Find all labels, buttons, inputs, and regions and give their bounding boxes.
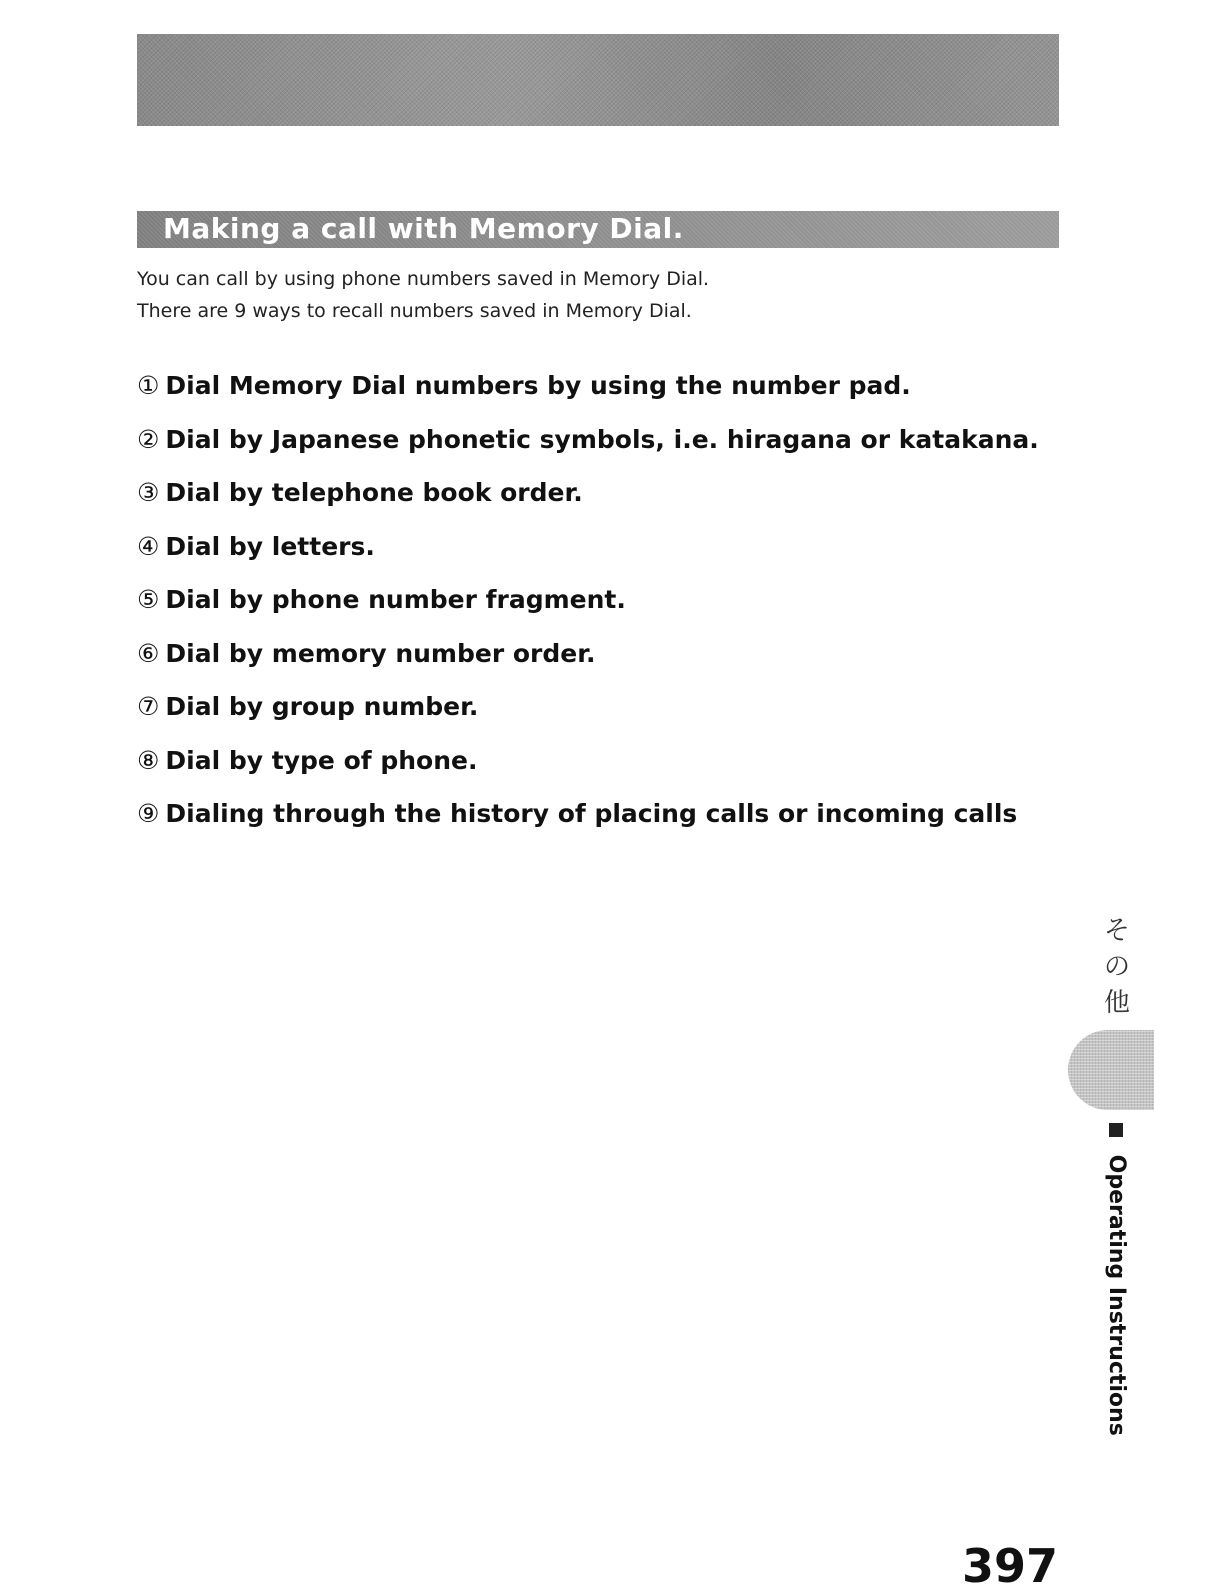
list-item	[137, 792, 1039, 846]
item-text: Dial by type of phone.	[165, 745, 478, 775]
item-text: Dial by phone number fragment.	[165, 585, 626, 614]
side-tab-japanese-label	[1097, 913, 1137, 1021]
side-tab-char: の	[1103, 952, 1130, 982]
list-item	[137, 364, 1039, 418]
top-banner	[137, 34, 1059, 126]
list-item	[137, 739, 1039, 793]
list-item	[137, 418, 1039, 472]
item-number: ⑦	[137, 692, 160, 721]
item-number: ⑧	[137, 745, 160, 775]
item-text: Dial Memory Dial numbers by using the number pad.	[165, 371, 911, 400]
section-header	[137, 211, 1059, 248]
list-item	[137, 525, 1039, 579]
item-text: Dial by telephone book order.	[165, 478, 583, 507]
item-text: Dial by letters.	[165, 531, 375, 561]
square-bullet-icon	[1109, 1123, 1123, 1137]
item-number: ⑨	[137, 799, 160, 828]
item-number: ④	[137, 531, 160, 561]
item-number: ①	[137, 371, 160, 400]
item-number: ③	[137, 478, 160, 507]
item-number: ⑥	[137, 638, 160, 668]
item-text: Dial by Japanese phonetic symbols, i.e. hiragana or katakana.	[165, 424, 1039, 454]
side-tab-text: Operating Instructions	[1104, 1154, 1129, 1436]
side-tab-marker	[1068, 1030, 1154, 1110]
list-item	[137, 685, 1039, 739]
item-number: ⑤	[137, 585, 160, 614]
dial-methods-list	[137, 364, 1039, 846]
list-item	[137, 471, 1039, 525]
list-item	[137, 578, 1039, 632]
section-title: Making a call with Memory Dial.	[163, 212, 684, 245]
item-number: ②	[137, 424, 160, 454]
side-tab-char: 他	[1103, 988, 1130, 1018]
item-text: Dial by memory number order.	[165, 638, 596, 668]
item-text: Dialing through the history of placing calls or incoming calls	[165, 799, 1018, 828]
page-number: 397	[962, 1539, 1059, 1593]
intro-line: There are 9 ways to recall numbers saved in Memory Dial.	[137, 300, 692, 322]
item-text: Dial by group number.	[165, 692, 479, 721]
intro-paragraph	[137, 263, 709, 327]
list-item	[137, 632, 1039, 686]
intro-line: You can call by using phone numbers saved in Memory Dial.	[137, 268, 710, 290]
side-tab-label	[1102, 1123, 1130, 1436]
side-tab-char: そ	[1103, 916, 1130, 946]
